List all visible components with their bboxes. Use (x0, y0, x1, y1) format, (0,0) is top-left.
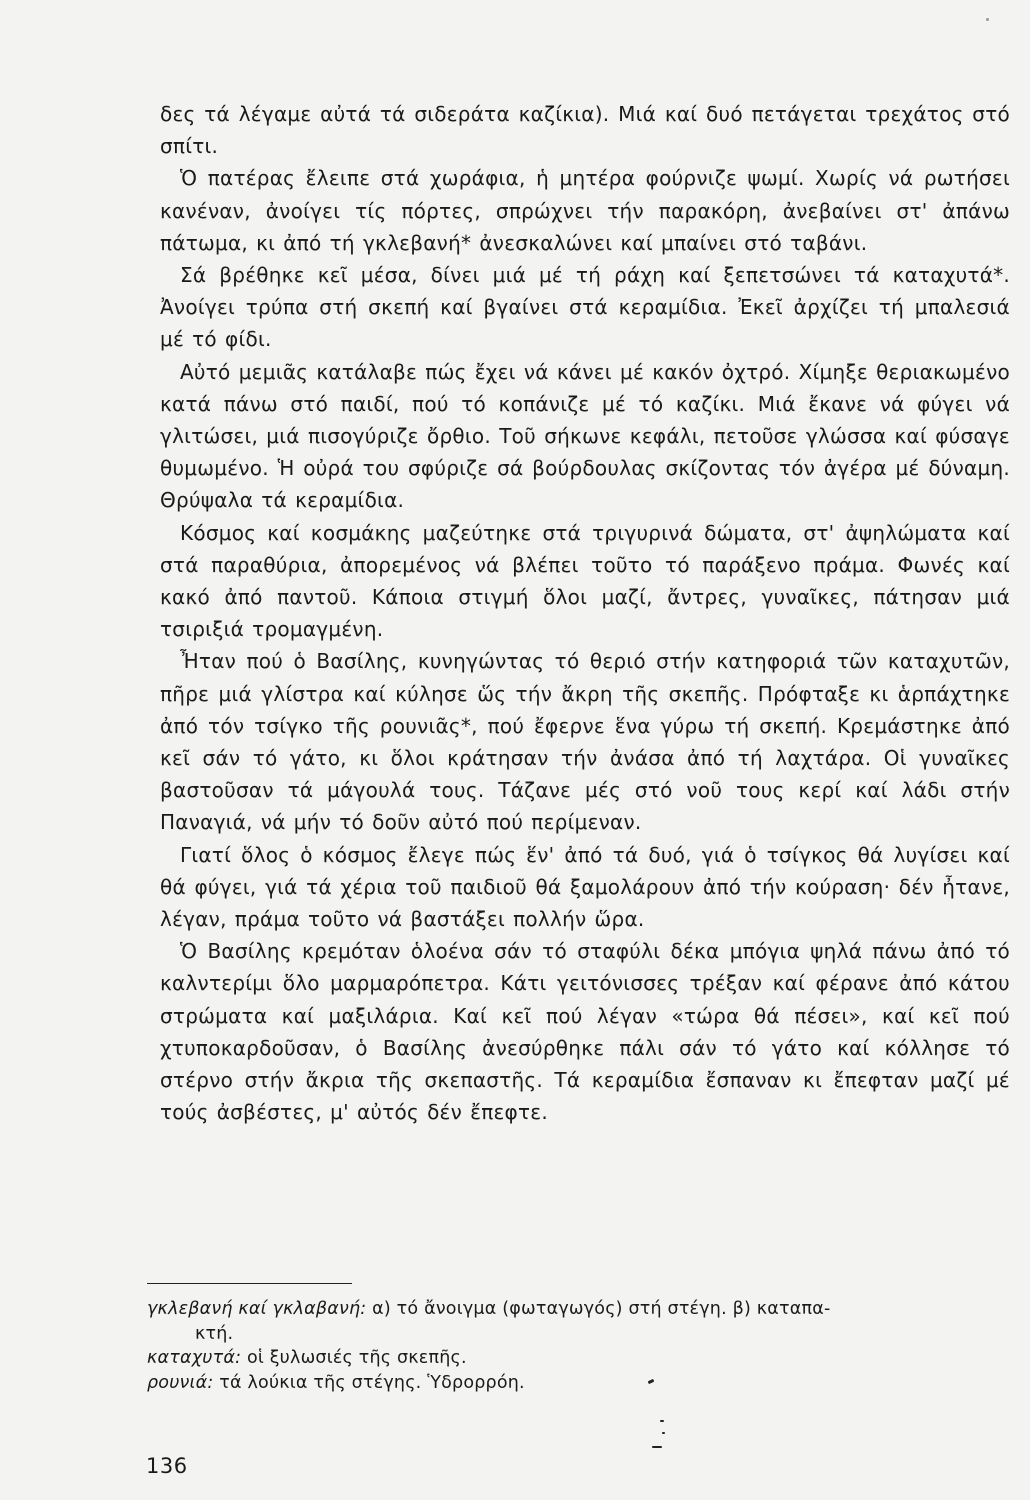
paragraph: Γιατί ὅλος ὁ κόσμος ἔλεγε πώς ἕν' ἀπό τά δυό, γιά ὁ τσίγκος θά λυγίσει καί θά φύγει, γιά τά χέρια τοῦ παιδιοῦ θά ξαμολάρουν ἀπό τήν κούραση· δέν ἦτανε, λέγαν, πράμα τοῦτο νά βαστάξει πολλήν ὥρα. (160, 842, 1010, 932)
scan-speck (662, 1432, 665, 1434)
scan-speck (660, 1420, 664, 1422)
footnote-term: γκλεβανή καί γκλαβανή: (147, 1299, 367, 1319)
footnote-text: α) τό ἄνοιγμα (φωταγωγός) στή στέγη. β) καταπα- (372, 1299, 831, 1319)
footnote-term: ρουνιά: (147, 1372, 214, 1393)
footnote-continuation: κτή. (195, 1323, 234, 1344)
body-text (160, 98, 1010, 1129)
footnote-text: τά λούκια τῆς στέγης. Ὑδρορρόη. (219, 1372, 525, 1393)
footnote (147, 1297, 1015, 1322)
page-number: 136 (146, 1454, 188, 1478)
paragraph: Σά βρέθηκε κεῖ μέσα, δίνει μιά μέ τή ράχη καί ξεπετσώνει τά καταχυτά*. Ἀνοίγει τρύπα στή σκεπή καί βγαίνει στά κεραμίδια. Ἐκεῖ ἀρχίζει τή μπαλεσιά μέ τό φίδι. (160, 263, 1010, 352)
footnote (147, 1346, 1015, 1371)
footnote-term: καταχυτά: (147, 1348, 242, 1368)
footnote (147, 1371, 1015, 1396)
paragraph: Ἦταν πού ὁ Βασίλης, κυνηγώντας τό θεριό στήν κατηφοριά τῶν καταχυτῶν, πῆρε μιά γλίστρα καί κύλησε ὥς τήν ἄκρη τῆς σκεπῆς. Πρόφταξε κι ἁρπάχτηκε ἀπό τόν τσίγκο τῆς ρουνιᾶς*, πού ἔφερνε ἕνα γύρω τή σκεπή. Κρεμάστηκε ἀπό κεῖ σάν τό γάτο, κι ὅλοι κράτησαν τήν ἀνάσα ἀπό τή λαχτάρα. Οἱ γυναῖκες βαστοῦσαν τά μάγουλά τους. Τάζανε μές στό νοῦ τους κερί καί λάδι στήν Παναγιά, νά μήν τό δοῦν αὐτό πού περίμεναν. (160, 649, 1010, 835)
footnote-divider (147, 1283, 352, 1284)
footnote-text: οἱ ξυλωσιές τῆς σκεπῆς. (246, 1348, 467, 1368)
paragraph: Ὁ πατέρας ἔλειπε στά χωράφια, ἡ μητέρα φούρνιζε ψωμί. Χωρίς νά ρωτήσει κανέναν, ἀνοίγει τίς πόρτες, σπρώχνει τήν παρακόρη, ἀνεβαίνει στ' ἀπάνω πάτωμα, κι ἀπό τή γκλεβανή* ἀνεσκαλώνει καί μπαίνει στό ταβάνι. (160, 166, 1010, 255)
footnotes (147, 1297, 1015, 1395)
paragraph: Ὁ Βασίλης κρεμόταν ὁλοένα σάν τό σταφύλι δέκα μπόγια ψηλά πάνω ἀπό τό καλντερίμι ὅλο μαρμαρόπετρα. Κάτι γειτόνισσες τρέξαν καί φέρανε ἀπό κάτου στρώματα καί μαξιλάρια. Καί κεῖ πού λέγαν «τώρα θά πέσει», καί κεῖ πού χτυποκαρδοῦσαν, ὁ Βασίλης ἀνεσύρθηκε πάλι σάν τό γάτο καί κόλλησε τό στέρνο στήν ἄκρια τῆς σκεπαστῆς. Τά κεραμίδια ἔσπαναν κι ἔπεφταν μαζί μέ τούς ἀσβέστες, μ' αὐτός δέν ἔπεφτε. (160, 939, 1010, 1125)
scan-speck (986, 18, 989, 21)
paragraph: δες τά λέγαμε αὐτά τά σιδεράτα καζίκια). Μιά καί δυό πετάγεται τρεχάτος στό σπίτι. (160, 102, 1010, 159)
paragraph: Αὐτό μεμιᾶς κατάλαβε πώς ἔχει νά κάνει μέ κακόν ὀχτρό. Χίμηξε θεριακωμένο κατά πάνω στό παιδί, πού τό κοπάνιζε μέ τό καζίκι. Μιά ἔκανε νά φύγει νά γλιτώσει, μιά πισογύριζε ὄρθιο. Τοῦ σήκωνε κεφάλι, πετοῦσε γλώσσα καί φύσαγε θυμωμένο. Ἡ οὐρά του σφύριζε σά βούρδουλας σκίζοντας τόν ἀγέρα μέ δύναμη. Θρύψαλα τά κεραμίδια. (160, 359, 1010, 513)
paragraph: Κόσμος καί κοσμάκης μαζεύτηκε στά τριγυρινά δώματα, στ' ἀψηλώματα καί στά παραθύρια, ἀπορεμένος νά βλέπει τοῦτο τό παράξενο πράμα. Φωνές καί κακό ἀπό παντοῦ. Κάποια στιγμή ὅλοι μαζί, ἄντρες, γυναῖκες, πάτησαν μιά τσιριξιά τρομαγμένη. (160, 520, 1010, 642)
scan-speck (652, 1446, 662, 1448)
